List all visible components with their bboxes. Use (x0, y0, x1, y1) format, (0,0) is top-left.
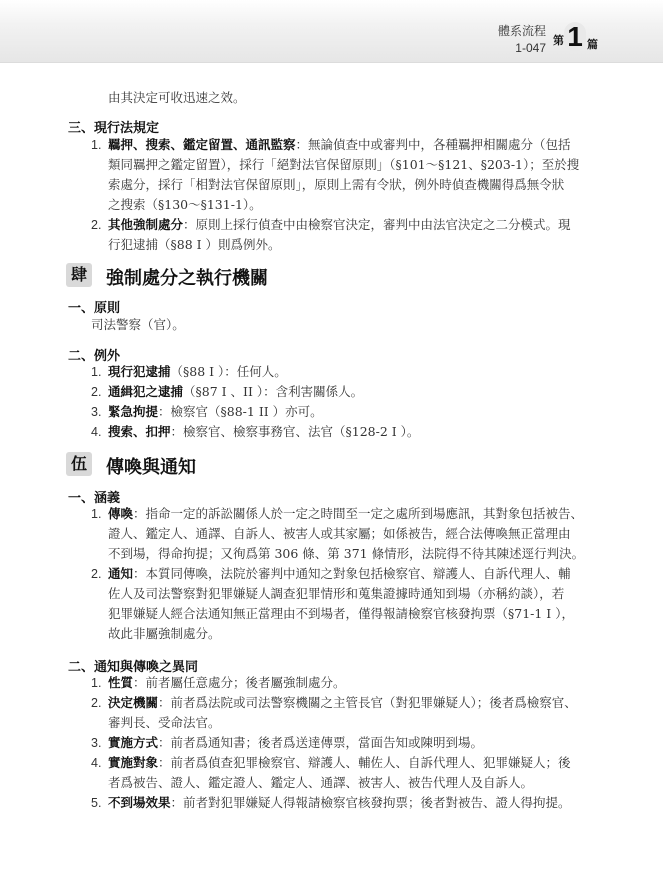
chapter-tab (553, 22, 597, 56)
item-text: ：前者爲偵查犯罪檢察官、辯護人、輔佐人、自訴代理人、犯罪嫌疑人；後 (158, 755, 571, 770)
item-number: 2. (91, 218, 102, 232)
item-number: 2. (91, 567, 102, 581)
item-label: 性質 (108, 675, 134, 690)
item-label: 通知 (108, 566, 134, 581)
list-item (91, 673, 601, 693)
item-text: ：原則上採行偵查中由檢察官決定，審判中由法官決定之二分模式。現 (183, 217, 571, 232)
item-number: 3. (91, 736, 102, 750)
item-label: 不到場效果 (108, 795, 171, 810)
item-label: 現行犯逮捕 (108, 364, 171, 379)
part-badge: 肆 (66, 263, 92, 287)
item-continuation: 類同羈押之鑑定留置），採行「絕對法官保留原則」（§101～§121、§203-1）；至於搜 (108, 157, 580, 172)
item-continuation: 審判長、受命法官。 (108, 715, 221, 730)
principle-text: 司法警察（官）。 (91, 317, 185, 332)
item-continuation: 行犯逮捕（§88 I ）則爲例外。 (108, 237, 281, 252)
item-label: 實施對象 (108, 755, 159, 770)
item-text: ：無論偵查中或審判中，各種羈押相關處分（包括 (295, 137, 571, 152)
list-item (91, 793, 601, 813)
item-continuation: 犯罪嫌疑人經合法通知無正當理由不到場者，僅得報請檢察官核發拘票（§71-1 I ）， (108, 606, 574, 621)
item-label: 實施方式 (108, 735, 159, 750)
section-principle-heading: 一、原則 (68, 301, 121, 316)
item-label: 羈押、搜索、鑑定留置、通訊監察 (108, 137, 296, 152)
item-number: 1. (91, 365, 102, 379)
item-label: 緊急拘提 (108, 404, 159, 419)
list-item (91, 135, 601, 215)
item-continuation: 之搜索（§130～§131-1）。 (108, 197, 262, 212)
section-difference-heading: 二、通知與傳喚之異同 (68, 660, 199, 675)
item-text: ：指命一定的訴訟關係人於一定之時間至一定之處所到場應訊，其對象包括被告、 (133, 506, 584, 521)
section-exception-heading: 二、例外 (68, 349, 121, 364)
chapter-suffix: 篇 (587, 39, 598, 51)
item-number: 3. (91, 405, 102, 419)
intro-paragraph: 由其決定可收迅速之效。 (108, 90, 246, 105)
item-text: （§87 I 、II ）：含利害關係人。 (183, 384, 364, 399)
item-label: 傳喚 (108, 506, 134, 521)
list-item (91, 693, 601, 733)
item-label: 其他強制處分 (108, 217, 184, 232)
chapter-number: 1 (564, 22, 586, 52)
item-number: 4. (91, 756, 102, 770)
part-badge: 伍 (66, 452, 92, 476)
list-item (91, 422, 601, 442)
page-number: 1-047 (515, 41, 546, 55)
item-text: ：前者爲法院或司法警察機關之主管長官（對犯罪嫌疑人）；後者爲檢察官、 (158, 695, 577, 710)
item-continuation: 證人、鑑定人、通譯、自訴人、被害人或其家屬；如係被告，經合法傳喚無正當理由 (108, 526, 571, 541)
item-number: 5. (91, 796, 102, 810)
list-item (91, 753, 601, 793)
item-continuation: 不到場，得命拘提；又徇爲第 306 條、第 371 條情形，法院得不待其陳述逕行判決。 (108, 546, 585, 561)
item-label: 搜索、扣押 (108, 424, 171, 439)
list-item (91, 733, 601, 753)
running-header-title: 體系流程 (497, 24, 546, 38)
item-number: 4. (91, 425, 102, 439)
part-title: 傳喚與通知 (106, 457, 196, 478)
item-number: 2. (91, 696, 102, 710)
list-item (91, 564, 601, 644)
part-title: 強制處分之執行機關 (106, 268, 268, 289)
item-number: 1. (91, 676, 102, 690)
item-continuation: 索處分，採行「相對法官保留原則」，原則上需有令狀，例外時偵查機關得爲無令狀 (108, 177, 565, 192)
item-continuation: 故此非屬強制處分。 (108, 626, 221, 641)
item-continuation: 者爲被告、證人、鑑定證人、鑑定人、通譯、被害人、被告代理人及自訴人。 (108, 775, 534, 790)
item-label: 決定機關 (108, 695, 159, 710)
item-text: ：前者爲通知書；後者爲送達傳票，當面告知或陳明到場。 (158, 735, 484, 750)
list-item (91, 504, 601, 564)
item-continuation: 佐人及司法警察對犯罪嫌疑人調查犯罪情形和蒐集證據時通知到場（亦稱約談），若 (108, 586, 565, 601)
item-text: ：檢察官（§88-1 II ）亦可。 (158, 404, 323, 419)
list-item (91, 382, 601, 402)
list-item (91, 402, 601, 422)
item-number: 1. (91, 138, 102, 152)
list-item (91, 362, 601, 382)
item-text: （§88 I ）：任何人。 (170, 364, 287, 379)
item-text: ：本質同傳喚，法院於審判中通知之對象包括檢察官、辯護人、自訴代理人、輔 (133, 566, 571, 581)
section-meaning-heading: 一、涵義 (68, 491, 121, 506)
item-label: 通緝犯之逮捕 (108, 384, 184, 399)
item-number: 1. (91, 507, 102, 521)
section-current-law-heading: 三、現行法規定 (68, 121, 160, 136)
list-item (91, 215, 601, 255)
item-number: 2. (91, 385, 102, 399)
chapter-prefix: 第 (553, 35, 564, 47)
item-text: ：檢察官、檢察事務官、法官（§128-2 I ）。 (170, 424, 420, 439)
item-text: ：前者屬任意處分；後者屬強制處分。 (133, 675, 346, 690)
item-text: ：前者對犯罪嫌疑人得報請檢察官核發拘票；後者對被告、證人得拘提。 (170, 795, 571, 810)
